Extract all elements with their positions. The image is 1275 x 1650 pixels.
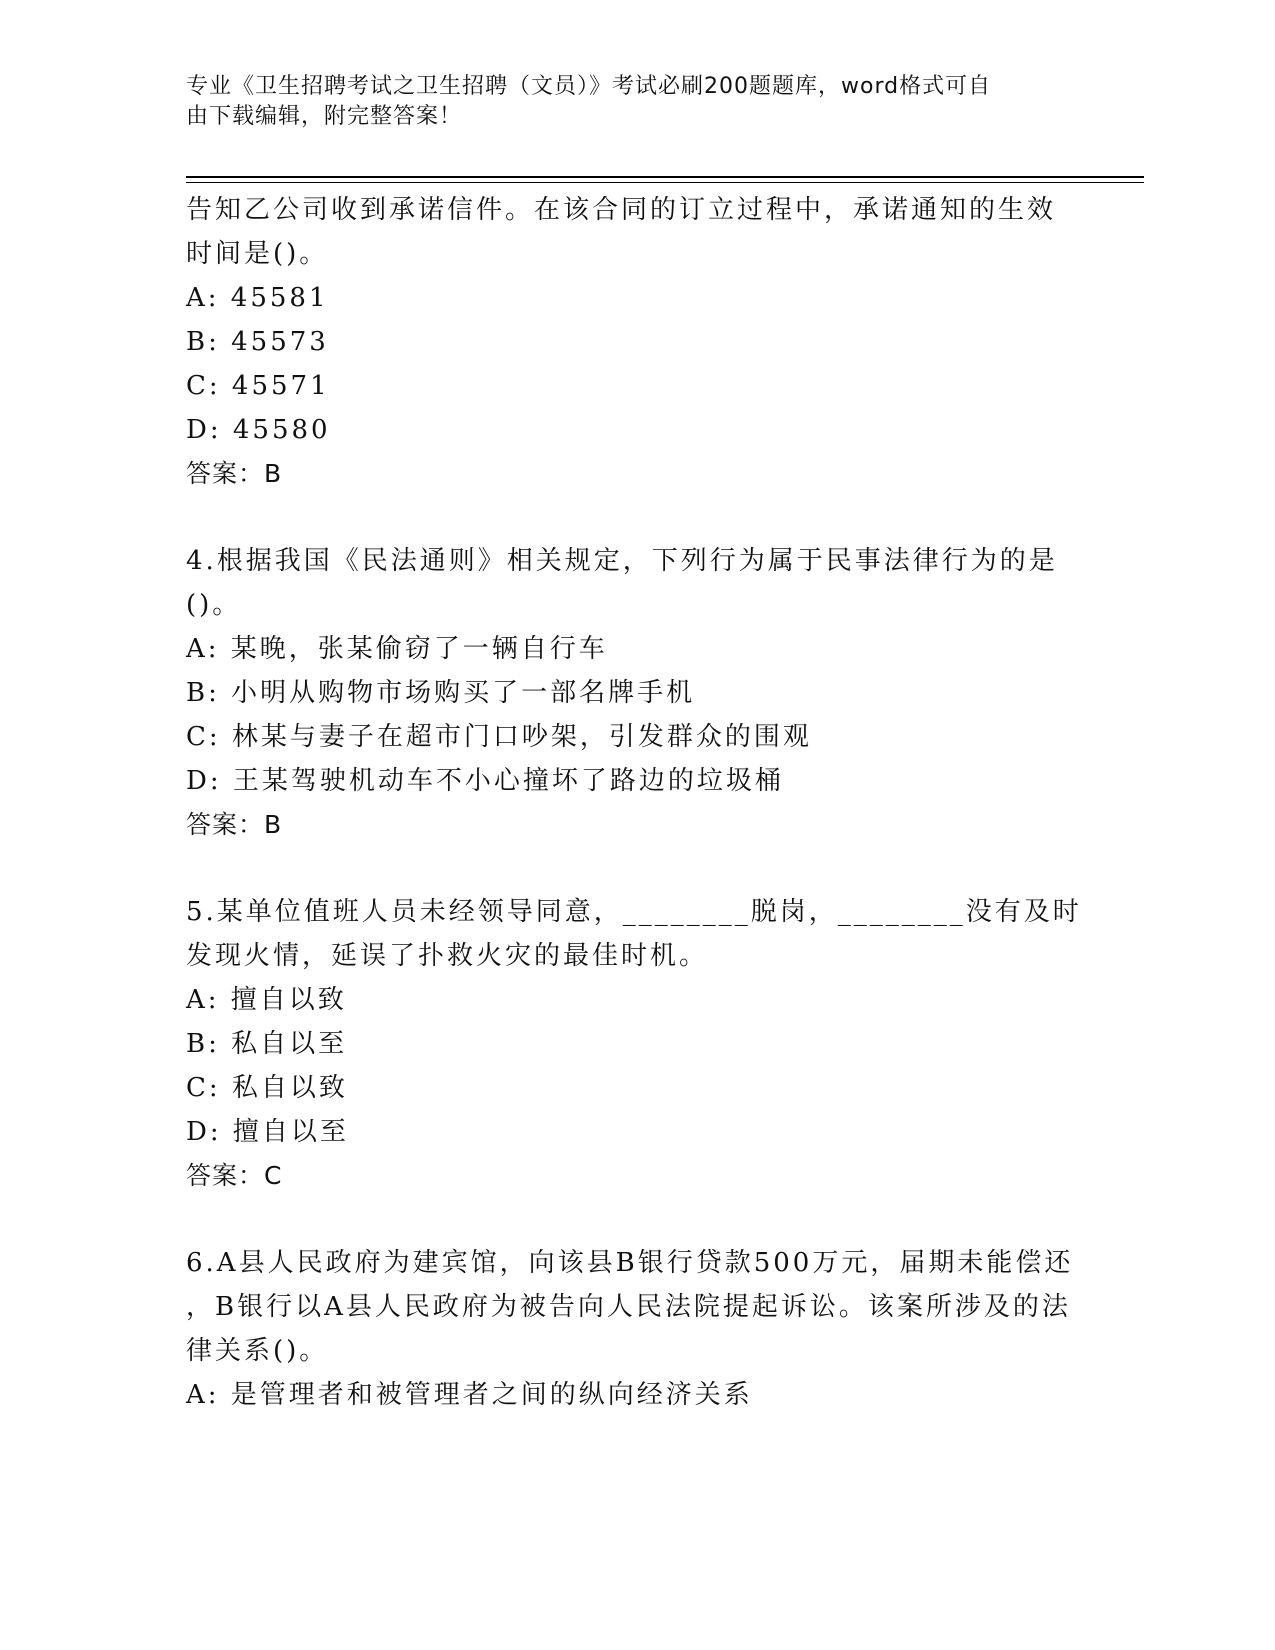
- header-rule-thin: [186, 182, 1144, 183]
- option-b: B: 45573: [186, 327, 329, 357]
- question-stem-line: 律关系()。: [186, 1336, 329, 1366]
- spacer: [186, 496, 1086, 539]
- spacer: [186, 1198, 1086, 1241]
- header-title-line-2: 由下载编辑，附完整答案！: [186, 104, 463, 129]
- option-b: B: 私自以至: [186, 1029, 348, 1059]
- answer: 答案：C: [186, 1161, 283, 1190]
- document-header: [186, 72, 1066, 132]
- question-5: [186, 890, 1086, 1198]
- question-3: [186, 188, 1086, 496]
- option-a: A: 擅自以致: [186, 985, 347, 1015]
- question-4: [186, 539, 1086, 847]
- question-stem-line: ()。: [186, 590, 242, 620]
- question-stem-line: ，B银行以A县人民政府为被告向人民法院提起诉讼。该案所涉及的法: [186, 1292, 1071, 1322]
- spacer: [186, 847, 1086, 890]
- header-title-line-1: 专业《卫生招聘考试之卫生招聘（文员）》考试必刷200题题库，word格式可自: [186, 74, 992, 99]
- option-c: C: 私自以致: [186, 1073, 348, 1103]
- option-a: A: 45581: [186, 283, 329, 313]
- option-c: C: 45571: [186, 371, 330, 401]
- option-a: A: 是管理者和被管理者之间的纵向经济关系: [186, 1380, 753, 1410]
- question-stem-line: 告知乙公司收到承诺信件。在该合同的订立过程中，承诺通知的生效: [186, 195, 1057, 225]
- answer: 答案：B: [186, 459, 283, 488]
- question-stem-line: 发现火情，延误了扑救火灾的最佳时机。: [186, 941, 709, 971]
- answer: 答案：B: [186, 810, 283, 839]
- option-c: C: 林某与妻子在超市门口吵架，引发群众的围观: [186, 722, 812, 752]
- question-list: [186, 188, 1086, 1417]
- option-a: A: 某晚，张某偷窃了一辆自行车: [186, 634, 608, 664]
- option-b: B: 小明从购物市场购买了一部名牌手机: [186, 678, 696, 708]
- option-d: D: 王某驾驶机动车不小心撞坏了路边的垃圾桶: [186, 766, 784, 796]
- question-stem-line: 时间是()。: [186, 239, 329, 269]
- option-d: D: 擅自以至: [186, 1117, 349, 1147]
- header-rule-thick: [186, 176, 1144, 178]
- question-6: [186, 1241, 1086, 1417]
- question-stem-line: 5.某单位值班人员未经领导同意，________脱岗，________没有及时: [186, 897, 1082, 927]
- question-stem-line: 6.A县人民政府为建宾馆，向该县B银行贷款500万元，届期未能偿还: [186, 1248, 1074, 1278]
- question-stem-line: 4.根据我国《民法通则》相关规定，下列行为属于民事法律行为的是: [186, 546, 1058, 576]
- option-d: D: 45580: [186, 415, 331, 445]
